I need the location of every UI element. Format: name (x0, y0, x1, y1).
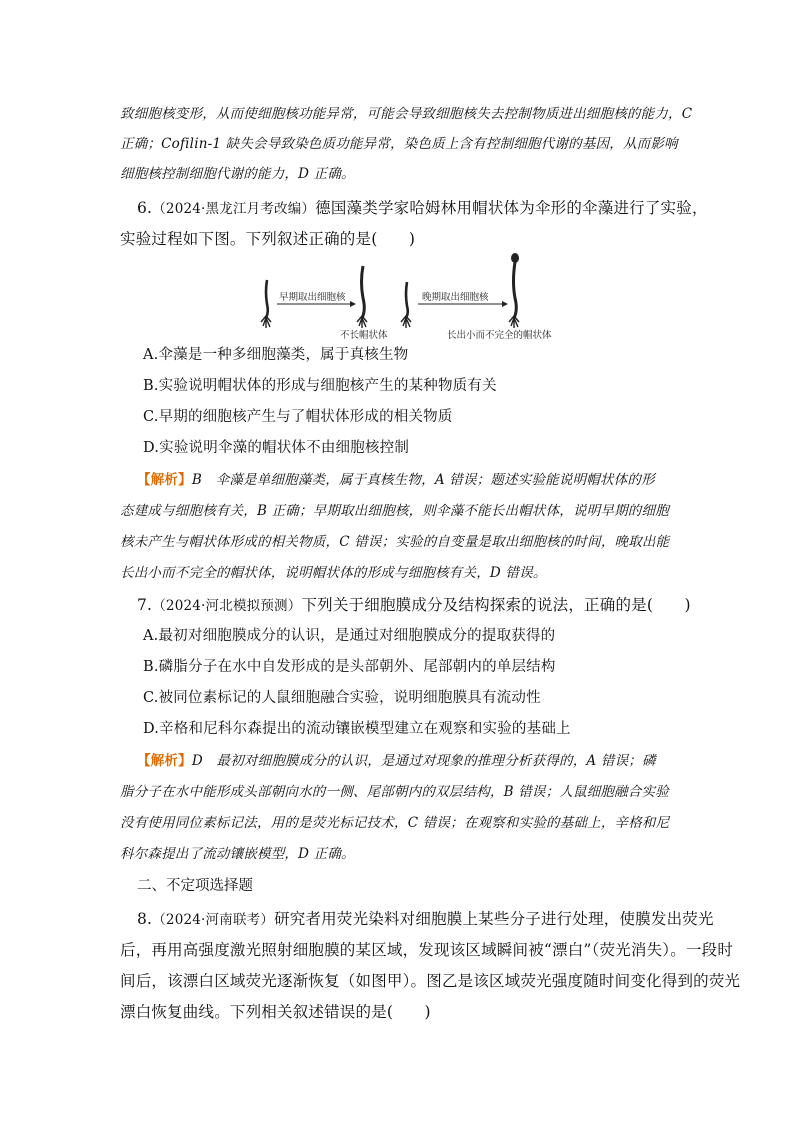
result1-label: 不长帽状体 (340, 330, 388, 341)
result2-label: 长出小而不完全的帽状体 (447, 330, 552, 341)
q6-option-b: B.实验说明帽状体的形成与细胞核产生的某种物质有关 (143, 378, 497, 394)
acetabularia-stalk-icon-2 (401, 282, 411, 328)
q6-source: （2024·黑龙江月考改编） (152, 201, 316, 217)
q6-option-c: C.早期的细胞核产生与了帽状体形成的相关物质 (143, 409, 453, 425)
q8-number: 8. (137, 910, 153, 928)
q8-stem-line-2: 后，再用高强度激光照射细胞膜的某区域，发现该区域瞬间被“漂白”（荧光消失）。一段时 (120, 941, 734, 959)
q8-source: （2024·河南联考） (152, 912, 275, 928)
q8-stem-line-3: 间后，该漂白区域荧光逐渐恢复（如图甲）。图乙是该区域荧光强度随时间变化得到的荧光 (120, 972, 741, 990)
acetabularia-small-cap-icon (509, 253, 519, 328)
q6-option-d: D.实验说明伞藻的帽状体不由细胞核控制 (143, 440, 410, 456)
q6-stem-line-1 (137, 196, 708, 218)
acetabularia-stalk-icon (261, 280, 271, 328)
q7-analysis-line-3: 没有使用同位素标记法，用的是荧光标记技术，C 错误；在观察和实验的基础上，辛格和尼 (120, 815, 670, 831)
q7-option-d: D.辛格和尼科尔森提出的流动镶嵌模型建立在观察和实验的基础上 (143, 721, 571, 737)
q7-analysis-line-1 (137, 749, 697, 769)
q7-analysis-first: D 最初对细胞膜成分的认识，是通过对现象的推理分析获得的，A 错误；磷 (191, 753, 656, 769)
q6-analysis-line-1 (137, 468, 697, 488)
q7-option-c: C.被同位素标记的人鼠细胞融合实验，说明细胞膜具有流动性 (143, 690, 541, 706)
q7-stem-text: 下列关于细胞膜成分及结构探索的说法，正确的是( ) (301, 596, 691, 614)
q8-stem-line-1 (137, 907, 714, 929)
q6-analysis-line-2: 态建成与细胞核有关，B 正确；早期取出细胞核，则伞藻不能长出帽状体，说明早期的细胞 (120, 503, 669, 519)
arrow1-label: 早期取出细胞核 (279, 292, 346, 303)
q7-stem (137, 593, 697, 615)
acetabularia-tall-stalk-icon (357, 266, 367, 328)
acetabularia-experiment-figure (255, 252, 565, 342)
arrow2-label: 晚期取出细胞核 (422, 292, 489, 303)
q6-analysis-first: B 伞藻是单细胞藻类，属于真核生物，A 错误；题述实验能说明帽状体的形 (191, 472, 655, 488)
q6-stem-line-2: 实验过程如下图。下列叙述正确的是( ) (120, 230, 416, 248)
q8-stem-text: 研究者用荧光染料对细胞膜上某些分子进行处理，使膜发出荧光 (274, 910, 714, 928)
q6-stem-text: 德国藻类学家哈姆林用帽状体为伞形的伞藻进行了实验， (315, 199, 708, 217)
prev-answer-line-3: 细胞核控制细胞代谢的能力，D 正确。 (120, 166, 355, 182)
q7-option-a: A.最初对细胞膜成分的认识，是通过对细胞膜成分的提取获得的 (143, 628, 556, 644)
q7-analysis-line-4: 科尔森提出了流动镶嵌模型，D 正确。 (120, 846, 355, 862)
q6-number: 6. (137, 199, 153, 217)
q7-option-b: B.磷脂分子在水中自发形成的是头部朝外、尾部朝内的单层结构 (143, 659, 556, 675)
q7-source: （2024·河北模拟预测） (152, 598, 302, 614)
q7-analysis-line-2: 脂分子在水中能形成头部朝向水的一侧、尾部朝内的双层结构，B 错误；人鼠细胞融合实验 (120, 784, 669, 800)
q6-option-a: A.伞藻是一种多细胞藻类，属于真核生物 (143, 347, 409, 363)
q6-analysis-tag: 【解析】 (137, 472, 192, 488)
prev-answer-line-2: 正确；Cofilin-1 缺失会导致染色质功能异常，染色质上含有控制细胞代谢的基因，从而影响 (120, 136, 678, 152)
section-title: 二、不定项选择题 (137, 878, 253, 894)
q6-analysis-line-3: 核未产生与帽状体形成的相关物质，C 错误；实验的自变量是取出细胞核的时间，晚取出能 (120, 534, 670, 550)
q6-analysis-line-4: 长出小而不完全的帽状体，说明帽状体的形成与细胞核有关，D 错误。 (120, 565, 547, 581)
prev-answer-line-1: 致细胞核变形，从而使细胞核功能异常，可能会导致细胞核失去控制物质进出细胞核的能力，C (120, 106, 693, 122)
q8-stem-line-4: 漂白恢复曲线。下列相关叙述错误的是( ) (120, 1003, 431, 1021)
q7-analysis-tag: 【解析】 (137, 753, 192, 769)
q7-number: 7. (137, 596, 153, 614)
